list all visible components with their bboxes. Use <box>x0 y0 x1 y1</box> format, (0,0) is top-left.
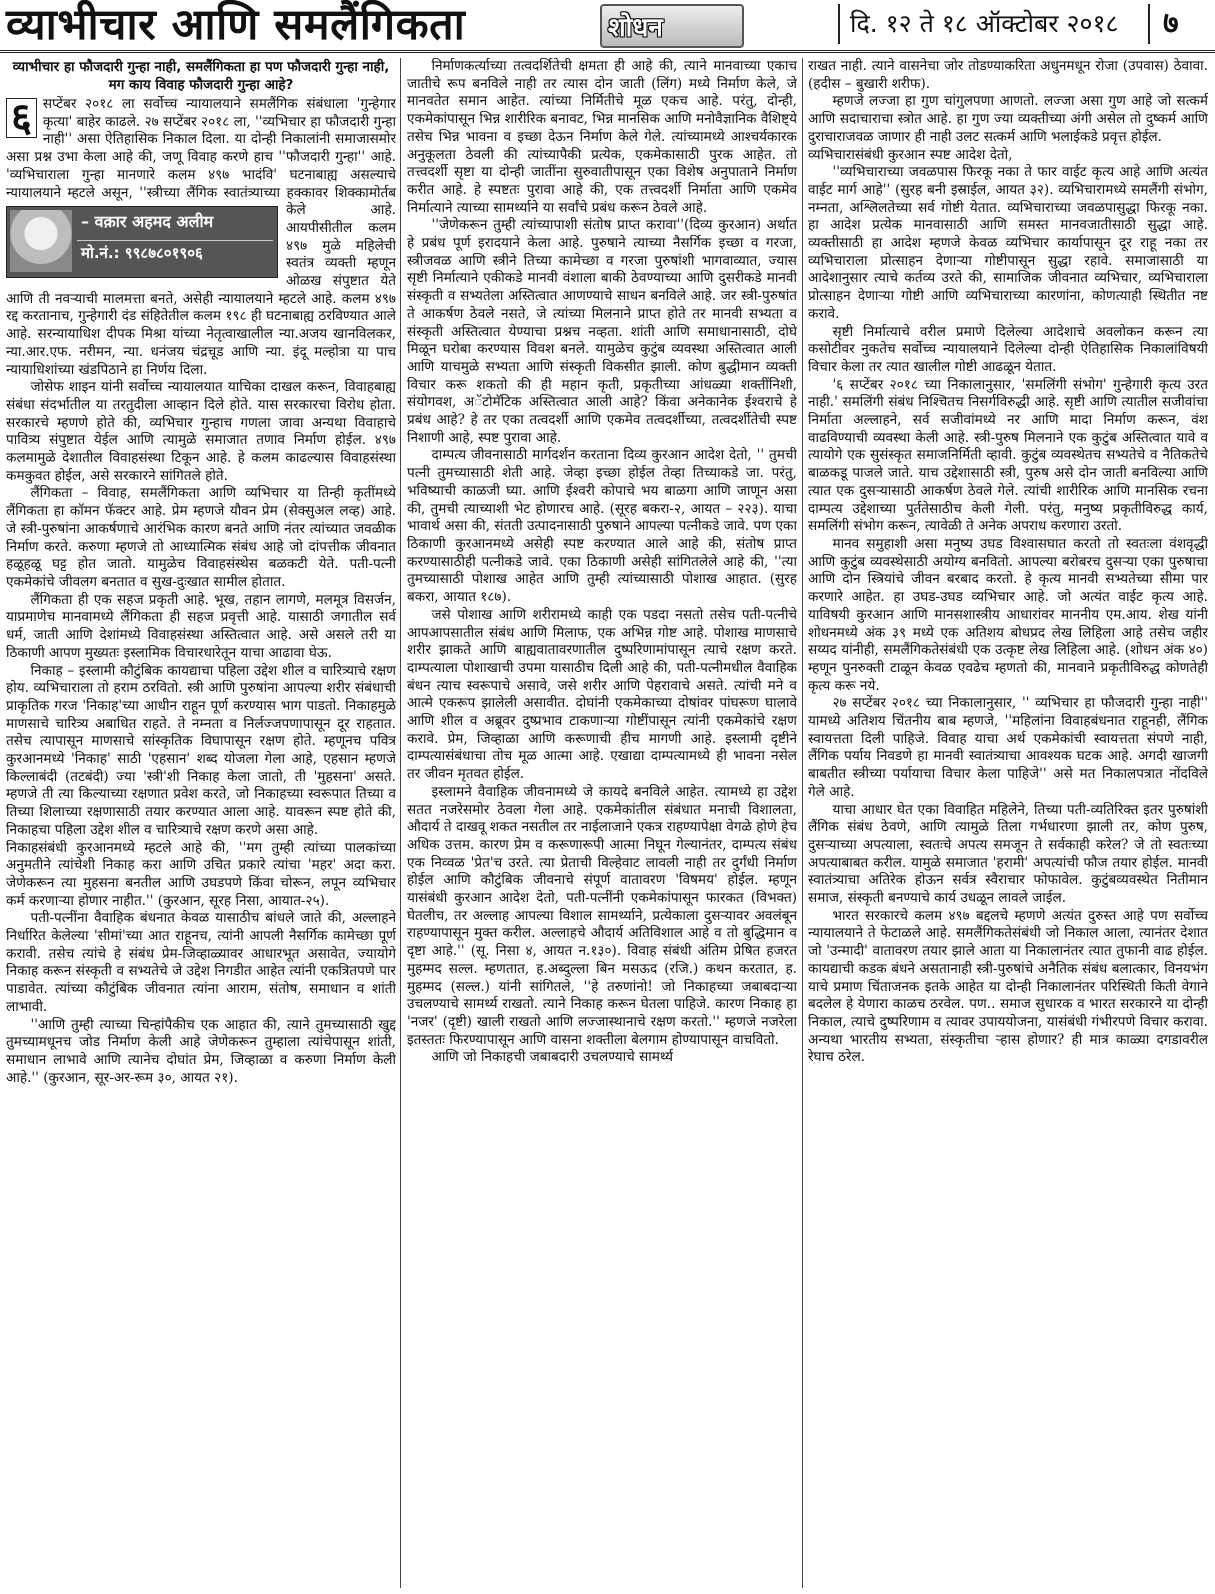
paragraph: ''आणि तुम्ही त्याच्या चिन्हांपैकीच एक आहात की, त्याने तुमच्यासाठी खुद्द तुमच्यामधूनच जोड निर्माण केली आहे जेणेकरून तुम्हाला त्यांचेपासून शांती, समाधान लाभावे आणि त्यानेच दोघांत प्रेम, जिव्हाळा व करुणा निर्माण केली आहे.'' (कुरआन, सूर-अर-रूम ३०, आयत २१). <box>6 1016 396 1086</box>
masthead <box>0 0 1215 53</box>
paragraph: पती-पत्नींना वैवाहिक बंधनात केवळ यासाठीच बांधले जाते की, अल्लाहने निर्धारित केलेल्या 'सीमां'च्या आत राहूनच, त्यांनी आपली नैसर्गिक कामेच्छा पूर्ण करावी. तसेच त्यांचे हे संबंध प्रेम-जिव्हाळ्यावर आधारभूत असावेत, ज्यायोगे निकाह करून संस्कृती व सभ्यतेचे जे उद्देश निगडीत आहेत त्यांनी एकत्रितपणे पार पाडावेत. त्यांच्या कौटुंबिक जीवनात त्यांना आराम, संतोष, समाधान व शांती लाभावी. <box>6 910 396 1015</box>
paragraph: याचा आधार घेत एका विवाहित महिलेने, तिच्या पती-व्यतिरिक्त इतर पुरुषांशी लैंगिक संबंध ठेवणे, आणि त्यामुळे तिला गर्भधारणा झाली तर, कोण पुरुष, दुसऱ्याच्या अपत्याला, स्वतःचे अपत्य समजून ते सर्वकाही करेल? जे तो स्वतःच्या अपत्याबाबत करील. यामुळे समाजात 'हरामी' अपत्यांची फौज तयार होईल. मानवी स्वातंत्र्याचा अतिरेक होऊन सर्वत्र स्वैराचार फोफावेल. कुटुंबव्यवस्थेत नितीमान समाज, संस्कृती बनण्याचे कार्य उधळून लावले जाईल. <box>808 801 1208 907</box>
paragraph: '६ सप्टेंबर २०१८ च्या निकालानुसार, 'समलिंगी संभोग' गुन्हेगारी कृत्य उरत नाही.' समलिंगी संबंध निश्चितच निसर्गविरुद्धी आहे. सृष्टी आणि त्यातील सजीवांचा निर्माता अल्लाहने, सर्व सजीवांमध्ये नर आणि मादा निर्माण करून, वंश वाढविण्याची व्यवस्था केली आहे. स्त्री-पुरुष मिलनाने एक कुटुंब अस्तित्वात यावे व त्यायोगे एक सुसंस्कृत समाजनिर्मिती व्हावी. कुटुंब व्यवस्थेतच सभ्यतेचे व नैतिकतेचे बाळकडू पाजले जाते. याच उद्देशासाठी स्त्री, पुरुष असे दोन जाती बनविल्या आणि त्यात एक दुसऱ्यासाठी आकर्षण ठेवले गेले. त्यांची शारीरिक आणि मानसिक रचना दाम्पत्य उद्देशाच्या पुर्ततेसाठीच केली गेली. परंतु, मनुष्य प्रकृतीविरुद्ध कार्य, समलिंगी संभोग करून, त्यावेळी ते अनेक अपराध करणारा उरतो. <box>808 376 1208 535</box>
column-1 <box>6 58 396 1588</box>
paragraph: निर्माणकर्त्याच्या तत्वदर्शितेची क्षमता ही आहे की, त्याने मानवाच्या एकाच जातीचे रूप बनविले नाही तर त्यास दोन जाती (लिंग) मध्ये निर्माण केले, जे मानवतेत समान आहेत. त्यांच्या निर्मितीचे मूळ एकच आहे. परंतु, दोन्ही, एकमेकांपासून भिन्न शारीरिक बनावट, भिन्न मानसिक आणि मनोवैज्ञानिक वैशिष्ट्ये तसेच भिन्न भावना व इच्छा देऊन निर्माण केले गेले. त्यांच्यामध्ये आश्चर्यकारक अनुकूलता ठेवली की त्यांच्यापैकी प्रत्येक, एकमेकासाठी पुरक आहेत. तो तत्त्वदर्शी सृष्टा या दोन्ही जातींना सुरुवातीपासून एका विशेष अनुपाताने निर्माण करीत आहे. हे स्पष्टतः पुरावा आहे की, एक तत्त्वदर्शी निर्माता आणि एकमेव निर्मात्याने त्याच्या सामर्थ्याने या सर्वांचे प्रबंध करून ठेवले आहे. <box>407 58 797 216</box>
paragraph: २७ सप्टेंबर २०१८ च्या निकालानुसार, '' व्यभिचार हा फौजदारी गुन्हा नाही'' यामध्ये अतिशय चिंतनीय बाब म्हणजे, ''महिलांना विवाहबंधनात राहूनही, लैंगिक स्वायत्तता दिली पाहिजे. विवाह याचा अर्थ एकमेकांची स्वायत्तता संपणे नाही, लैंगिक पर्याय निवडणे हा मानवी स्वातंत्र्याचा आवश्यक घटक आहे. अगदी खाजगी बाबतीत स्त्रीच्या पर्यायाचा विचार केला पाहिजे'' असे मत निकालपत्रात नोंदविले गेले आहे. <box>808 695 1208 800</box>
paragraph: जसे पोशाख आणि शरीरामध्ये काही एक पडदा नसतो तसेच पती-पत्नीचे आपआपसातील संबंध आणि मिलाफ, एक अभिन्न गोष्ट आहे. पोशाख माणसाचे शरीर झाकते आणि बाह्यवातावरणातील दुष्परिणामांपासून त्याचे रक्षण करते. दाम्पत्याला पोशाखाची उपमा यासाठीच दिली आहे की, पती-पत्नीमधील वैवाहिक बंधन त्याच स्वरूपाचे असावे, जसे शरीर आणि पेहरावाचे असते. त्यांची मने व आत्मे एकरूप झालेली असावीत. दोघांनी एकमेकाच्या दोषांवर पांघरूण घालावे आणि शील व अब्रूवर दुष्प्रभाव टाकणाऱ्या गोष्टींपासून त्यांनी एकमेकांचे रक्षण करावे. प्रेम, जिव्हाळा आणि करूणाची हीच मागणी आहे. इस्लामी दृष्टीने दाम्पत्यासंबंधाचा तोच मूळ आत्मा आहे. एखाद्या दाम्पत्यामध्ये ही भावना नसेल तर जीवन मृतवत होईल. <box>407 606 797 783</box>
article-subhead: व्याभीचार हा फौजदारी गुन्हा नाही, समलैंगिकता हा पण फौजदारी गुन्हा नाही, मग काय विवाह फौजदारी गुन्हा आहे? <box>12 59 390 93</box>
issue-date: दि. १२ ते १८ ऑक्टोबर २०१८ <box>850 9 1119 38</box>
paragraph: भारत सरकारचे कलम ४९७ बद्दलचे म्हणणे अत्यंत दुरुस्त आहे पण सर्वोच्च न्यायालयाने ते फेटाळले आहे. समलैंगिकतेसंबंधी जो निकाल आला, त्यानंतर देशात जो 'उन्मादी' वातावरण तयार झाले आता या निकालानंतर त्यात तुफानी वाढ होईल. कायद्याची कडक बंधने असतानाही स्त्री-पुरुषांचे अनैतिक संबंध बलात्कार, विनयभंग याचे प्रमाण चिंताजनक इतके आहेत या दोन्ही निकालानंतर परिस्थिती किती वेगाने बदलेल हे येणारा काळच ठरवेल. पण.. समाज सुधारक व भारत सरकारने या दोन्ही निकाल, त्याचे दुष्परिणाम व त्यावर उपाययोजना, यासंबंधी गंभीरपणे विचार करावा. अन्यथा भारतीय सभ्यता, संस्कृतीचा ऱ्हास होणार? ही मात्र काळ्या दगडावरील रेघाच ठरेल. <box>808 907 1208 1066</box>
paragraph: सृष्टी निर्मात्याचे वरील प्रमाणे दिलेल्या आदेशाचे अवलोकन करून त्या कसोटीवर नुकतेच सर्वोच्च न्यायालयाने दिलेल्या दोन्ही ऐतिहासिक निकालांविषयी विचार केला तर त्यात खालील गोष्टी आढळून येतात. <box>808 323 1208 375</box>
paragraph: ''जेणेकरून तुम्ही त्यांच्यापाशी संतोष प्राप्त करावा''(दिव्य कुरआन) अर्थात हे प्रबंध पूर्ण इरादयाने केला आहे. पुरुषाने त्याच्या नैसर्गिक इच्छा व गरजा, स्त्रीजवळ आणि स्त्रीने तिच्या कामेच्छा व गरजा पुरुषांशी भागवाव्यात, ज्यास सृष्टी निर्मात्याने एकीकडे मानवी वंशाला बाकी ठेवण्याच्या आणि दुसरीकडे मानवी संस्कृती व सभ्यतेला अस्तित्वात आणण्याचे साधन बनविले आहे. जर स्त्री-पुरुषांत ते आकर्षण ठेवले नसते, जे त्यांच्या मिलनाने प्राप्त होते तर मानवी सभ्यता व संस्कृती अस्तित्वात येण्याचा प्रश्नच नव्हता. शांती आणि समाधानासाठी, दोघे मिळून घरोबा करण्यास विवश बनले. यामुळेच कुटुंब व्यवस्था अस्तित्वात आली आणि याचमुळे सभ्यता आणि संस्कृती विकसीत झाली. कोण बुद्धीमान व्यक्ती विचार करू शकतो की ही महान कृती, प्रकृतीच्या आंधळ्या शक्तींनिशी, संयोगवश, अॅटोमॅटिक अस्तित्वात आली आहे? किंवा अनेकानेक ईश्वराचे हे प्रबंध आहे? हे तर एका तत्वदर्शी आणि एकमेव तत्वदर्शीच्या, तत्वदर्शीतेची स्पष्ट निशाणी आहे, स्पष्ट पुरावा आहे. <box>407 217 797 446</box>
logo-text: शोधन <box>608 13 663 43</box>
paragraph: व्यभिचारासंबंधी कुरआन स्पष्ट आदेश देतो, <box>808 146 1013 163</box>
column-rule <box>400 58 401 1588</box>
paragraph: लैंगिकता ही एक सहज प्रकृती आहे. भूख, तहान लागणे, मलमूत्र विसर्जन, याप्रमाणेच मानवामध्ये लैंगिकता ही सहज प्रवृत्ती आहे. यासाठी जगातील सर्व धर्म, जाती आणि देशांमध्ये विवाहसंस्था अस्तित्वात आहे. असे असले तरी या ठिकाणी आपण मुख्यतः इस्लामिक विचारधारेतून याचा आढावा घेऊ. <box>6 591 396 661</box>
paragraph: म्हणजे लज्जा हा गुण चांगुलपणा आणतो. लज्जा असा गुण आहे जो सत्कर्म आणि सदाचाराचा स्त्रोत आहे. हा गुण ज्या व्यक्तीच्या अंगी असेल तो दुष्कर्म आणि दुराचाराजवळ जाणार ही नाही उलट सत्कर्म आणि भलाईकडे प्रवृत्त होईल. <box>808 93 1208 145</box>
column-2 <box>407 58 797 1588</box>
paragraph: राखत नाही. त्याने वासनेचा जोर तोडण्याकरिता अधुनमधून रोजा (उपवास) ठेवावा. (हदीस – बुखारी शरीफ). <box>808 58 1208 92</box>
author-name: – वक़ार अहमद अलीम <box>81 212 214 232</box>
masthead-divider <box>1148 4 1150 44</box>
paragraph: निकाहसंबंधी कुरआनमध्ये म्हटले आहे की, ''मग तुम्ही त्यांच्या पालकांच्या अनुमतीने त्यांचेशी निकाह करा आणि उचित प्रकारे त्यांचा 'महर' अदा करा. जेणेकरून त्या मुहसना बनतील आणि उघडपणे किंवा चोरून, लपून व्यभिचार कर्म करणाऱ्या होणार नाहीत.'' (कुरआन, सूरह निसा, आयात-२५). <box>6 839 396 909</box>
paragraph: जोसेफ शाइन यांनी सर्वोच्च न्यायालयात याचिका दाखल करून, विवाहबाह्य संबंधा संदर्भातील या तरतुदीला आव्हान दिले होते. यास सरकारचा विरोध होता. सरकारचे म्हणणे होते की, व्यभिचार गुन्हाच गणला जावा अन्यथा विवाहाचे पावित्र्य संपुष्टात येईल आणि त्यामुळे समाजात तणाव निर्माण होईल. ४९७ कलमामुळे देशातील विवाहसंस्था टिकून आहे. हे कलम काढल्यास विवाहसंस्था कमकुवत होईल, असे सरकारने सांगितले होते. <box>6 379 396 484</box>
paragraph: लैंगिकता – विवाह, समलैंगिकता आणि व्यभिचार या तिन्ही कृतींमध्ये लैंगिकता हा कॉमन फॅक्टर आहे. प्रेम म्हणजे यौवन प्रेम (सेक्सुअल लव्ह) आहे. जे स्त्री-पुरुषांना आकर्षणाचे आरंभिक कारण बनते आणि नंतर त्यांच्यात जवळीक निर्माण करते. करुणा म्हणजे तो आध्यात्मिक संबंध आहे जो दांपत्तीक जीवनात हळूहळू घट्ट होत जातो. यामुळेच विवाहसंस्थेस बळकटी येते. पती-पत्नी एकमेकांचे जीवलग बनतात व सुख-दुःखात सामील होतात. <box>6 485 396 590</box>
column-rule <box>802 58 803 1588</box>
paragraph: इस्लामने वैवाहिक जीवनामध्ये जे कायदे बनविले आहेत. त्यामध्ये हा उद्देश सतत नजरेसमोर ठेवला गेला आहे. एकमेकांतील संबंधात मनाची विशालता, औदार्य ते दाखवू शकत नसतील तर नाईलाजाने एकत्र राहण्यापेक्षा वेगळे होणे हेच अधिक उत्तम. कारण प्रेम व करूणारूपी आत्मा निघून गेल्यानंतर, दाम्पत्य संबंध एक निव्वळ 'प्रेत'च उरते. त्या प्रेताची विल्हेवाट लावली नाही तर दुर्गंधी निर्माण होईल आणि कौटुंबिक जीवनाचे संपूर्ण वातावरण 'विषमय' होईल. म्हणून यासंबंधी कुरआन आदेश देतो, पती-पत्नींनी एकमेकांपासून फारकत (विभक्त) घेतलीच, तर अल्लाह आपल्या विशाल सामर्थ्याने, प्रत्येकाला दुसऱ्यावर अवलंबून राहण्यापासून मुक्त करील. अल्लाहचे औदार्य अतिविशाल आहे व तो बुद्धिमान व दृष्टा आहे.'' (सू. निसा ४, आयत न.१३०). विवाह संबंधी अंतिम प्रेषित हजरत मुहम्मद सल्ल. म्हणतात, ह.अब्दुल्ला बिन मसऊद (रजि.) कथन करतात, ह. मुहम्मद (सल्ल.) यांनी सांगितले, ''हे तरुणांनो! जो निकाहच्या जबाबदाऱ्या उचलण्याचे सामर्थ्य राखतो. त्याने निकाह करून घेतला पाहिजे. कारण निकाह हा 'नजर' (दृष्टी) खाली राखतो आणि लज्जास्थानाचे रक्षण करतो.'' म्हणजे नजरेला इतस्ततः फिरण्यापासून आणि वासना शक्तीला बेलगाम होण्यापासून वाचवितो. <box>407 783 797 1048</box>
page-number: ७ <box>1163 6 1179 41</box>
paragraph: सप्टेंबर २०१८ ला सर्वोच्च न्यायालयाने समलैंगिक संबंधाला 'गुन्हेगार कृत्या' बाहेर काढले. २७ सप्टेंबर २०१८ ला, ''व्यभिचार हा फौजदारी गुन्हा नाही'' असा ऐतिहासिक निकाल दिला. या दोन्ही निकालांनी समाजासमोर असा प्रश्न उभा केला आहे की, जणू विवाह करणे हाच ''फौजदारी गुन्हा'' आहे. 'व्यभिचाराला गुन्हा मानणारे कलम ४९७ भादंवि' घटनाबाह्य असल्याचे न्यायालयाने म्हटले असून, '' – वक़ार अहमद अलीम मो.नं.: ९९८७८०१९०६ स्त्रीच्या लैंगिक स्वातंत्र्याच्या हक्कावर शिक्कामोर्तब केले आहे. आयपीसीतील कलम ४९७ मुळे महिलेची स्वतंत्र व्यक्ती म्हणून ओळख संपुष्टात येते आणि ती नवऱ्याची मालमत्ता बनते, असेही न्यायालयाने म्हटले आहे. कलम ४९७ रद्द करतानाच, गुन्हेगारी दंड संहितेतील कलम १९८ ही घटनाबाह्य ठरविण्यात आले आहे. सरन्यायाधिश दीपक मिश्रा यांच्या नेतृत्वाखालील न्या.अजय खानविलकर, न्या.आर.एफ. नरीमन, न्या. धनंजय चंद्रचूड आणि न्या. इंदू मल्होत्रा या पाच न्यायाधिशांच्या खंडपिठाने हा निर्णय दिला. <box>6 96 396 378</box>
paragraph: आणि जो निकाहची जबाबदारी उचलण्याचे सामर्थ्य <box>431 1049 674 1066</box>
shodhan-logo <box>600 4 744 48</box>
paragraph: ''व्यभिचाराच्या जवळपास फिरकू नका ते फार वाईट कृत्य आहे आणि अत्यंत वाईट मार्ग आहे'' (सुरह बनी इस्राईल, आयत ३२). व्यभिचारामध्ये समलैंगी संभोग, नम्नता, अश्लिलतेच्या सर्व गोष्टी येतात. व्यभिचाराच्या जवळपासुद्धा फिरकू नका. हा आदेश प्रत्येक मानवासाठी आणि समस्त मानवजातीसाठी सुद्धा आहे. व्यक्तीसाठी हा आदेश म्हणजे केवळ व्यभिचार कार्यापासून दूर राहू नका तर व्यभिचाराला प्रोत्साहन देणाऱ्या गोष्टीपासून सुद्धा रहावे. समाजासाठी या आदेशानुसार त्याचे कर्तव्य उरते की, सामाजिक जीवनात व्यभिचार, व्यभिचाराला प्रोत्साहन देणाऱ्या गोष्टी आणि व्यभिचाराच्या कारणांना, कोणत्याही स्थितीत नष्ट करावे. <box>808 164 1208 322</box>
author-divider <box>77 240 273 241</box>
author-photo <box>10 210 72 272</box>
paragraph: दाम्पत्य जीवनासाठी मार्गदर्शन करताना दिव्य कुरआन आदेश देतो, '' तुमची पत्नी तुमच्यासाठी शेती आहे. जेव्हा इच्छा होईल तेव्हा तिच्याकडे जा. परंतु, भविष्याची काळजी घ्या. आणि ईश्वरी कोपाचे भय बाळगा आणि जाणून असा की, तुमची त्याच्याशी भेट होणारच आहे. (सूरह बकरा-२, आयत – २२३). याचा भावार्थ असा की, संतती उत्पादनासाठी पुरुषाने आपल्या पत्नीकडे जावे. पण एका ठिकाणी कुरआनमध्ये असेही स्पष्ट करण्यात आले आहे की, संतोष प्राप्त करण्यासाठीही पत्नीकडे जावे. एका ठिकाणी असेही सांगितलेले आहे की, ''त्या तुमच्यासाठी पोशाख आहेत आणि तुम्ही त्यांच्यासाठी पोशाख आहात. (सुरह बकरा, आयात १८७). <box>407 447 797 606</box>
author-box <box>6 206 278 278</box>
paragraph: निकाह – इस्लामी कौटुंबिक कायद्याचा पहिला उद्देश शील व चारित्र्याचे रक्षण होय. व्यभिचाराला तो हराम ठरवितो. स्त्री आणि पुरुषांना आपल्या शरीर संबंधाची प्राकृतिक गरज 'निकाह'च्या आधीन राहून पूर्ण करण्यास भाग पाडतो. निकाहमुळे माणसाचे चारित्र्य अबाधित राहते. ते नम्नता व निर्लज्जपणापासून दूर राहतात. तसेच त्यापासून माणसाचे सांस्कृतिक विघापासून रक्षण होते. म्हणूनच पवित्र कुरआनमध्ये 'निकाह' साठी 'एहसान' शब्द योजला गेला आहे, एहसान म्हणजे किल्लाबंदी (तटबंदी) ज्या 'स्त्री'शी निकाह केला जातो, ती 'मुहसना' असते. म्हणजे ती त्या किल्याच्या रक्षणात प्रवेश करते, जो निकाहच्या स्वरूपात तिच्या व तिच्या शिलाच्या रक्षणासाठी तयार करण्यात आला आहे. यावरून स्पष्ट होते की, निकाहचा पहिला उद्देश शील व चारित्र्याचे रक्षण करणे असा आहे. <box>6 662 396 838</box>
masthead-divider <box>838 4 840 44</box>
paragraph: मानव समुहाशी असा मनुष्य उघड विश्वासघात करतो तो स्वतःला वंशवृद्धी आणि कुटुंब व्यवस्थेसाठी अयोग्य बनवितो. आपल्या बरोबरच दुसऱ्या एका पुरुषाचा आणि दोन स्त्रियांचे जीवन बरबाद करतो. हे कृत्य मानवी सभ्यतेच्या सीमा पार करणारे आहेत. हा उघड-उघड व्यभिचार आहे. जो अत्यंत वाईट कृत्य आहे. याविषयी कुरआन आणि मानसशास्त्रीय आधारांवर माननीय एम.आय. शेख यांनी शोधनमध्ये अंक ३९ मध्ये एक अतिशय बोधप्रद लेख लिहिला आहे तसेच जहीर सय्यद यांनीही, समलैंगिकतेसंबंधी एक उत्कृष्ट लेख लिहिला आहे. (शोधन अंक ४०) म्हणून पुनरुक्ती टाळून केवळ एवढेच म्हणतो की, मानवाने प्रकृतीविरुद्ध कोणतेही कृत्य करू नये. <box>808 535 1208 694</box>
author-mobile: मो.नं.: ९९८७८०१९०६ <box>81 244 203 263</box>
column-3 <box>808 58 1208 1588</box>
dropcap: ६ <box>6 98 37 138</box>
headline: व्याभीचार आणि समलैंगिकता <box>6 0 466 50</box>
